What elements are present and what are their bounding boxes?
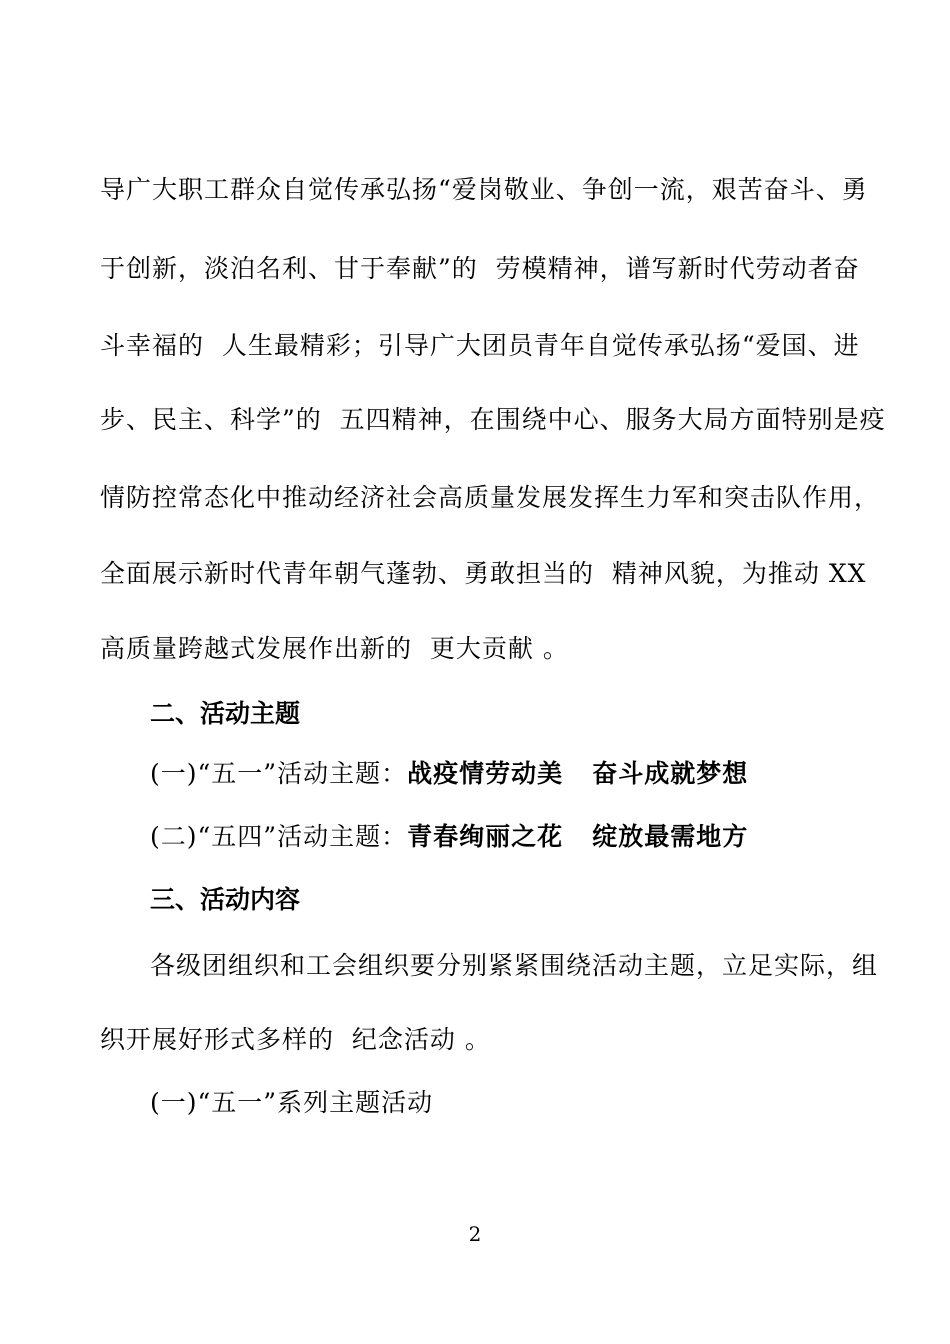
theme-item-may-first xyxy=(150,757,748,791)
paragraph-line: 高质量跨越式发展作出新的 更大贡献 。 xyxy=(100,634,569,663)
subsection-heading: (一)“五一”系列主题活动 xyxy=(150,1088,434,1117)
paragraph-line: 全面展示新时代青年朝气蓬勃、勇敢担当的 精神风貌，为推动 XX xyxy=(100,559,867,588)
theme-item-may-fourth xyxy=(150,820,748,854)
paragraph-line: 织开展好形式多样的 纪念活动 。 xyxy=(100,1025,491,1054)
paragraph-line: 情防控常态化中推动经济社会高质量发展发挥生力军和突击队作用， xyxy=(100,483,881,512)
section-heading-activity-content: 三、活动内容 xyxy=(150,885,301,914)
paragraph-line: 斗幸福的 人生最精彩；引导广大团员青年自觉传承弘扬“爱国、进 xyxy=(100,331,860,360)
theme-label: (二)“五四”活动主题： xyxy=(150,822,408,851)
paragraph-line: 步、民主、科学”的 五四精神，在围绕中心、服务大局方面特别是疫 xyxy=(100,405,886,434)
theme-value: 青春绚丽之花 绽放最需地方 xyxy=(407,822,749,851)
paragraph-line: 导广大职工群众自觉传承弘扬“爱岗敬业、争创一流，艰苦奋斗、勇 xyxy=(100,175,868,204)
theme-value: 战疫情劳动美 奋斗成就梦想 xyxy=(407,759,749,788)
section-heading-activity-theme: 二、活动主题 xyxy=(150,699,301,728)
page-number: 2 xyxy=(468,1222,482,1246)
paragraph-line: 于创新，淡泊名利、甘于奉献”的 劳模精神，谱写新时代劳动者奋 xyxy=(100,254,860,283)
theme-label: (一)“五一”活动主题： xyxy=(150,759,408,788)
paragraph-line: 各级团组织和工会组织要分别紧紧围绕活动主题，立足实际，组 xyxy=(150,951,879,980)
